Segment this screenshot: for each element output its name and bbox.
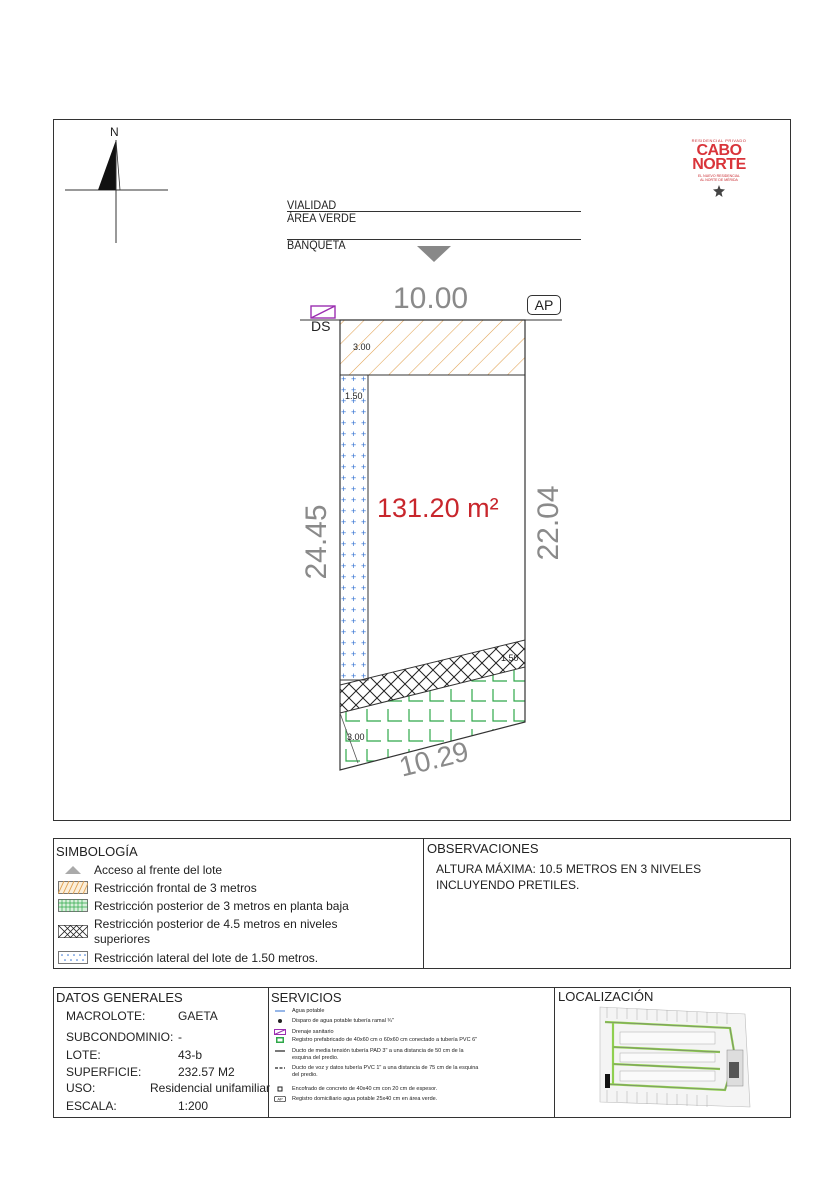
drainage-icon — [310, 305, 336, 319]
sym-row-side — [58, 951, 318, 968]
servicio-agua: Agua potable — [274, 1008, 324, 1015]
sym-label-front: Restricción frontal de 3 metros — [94, 881, 257, 895]
triangle-icon — [58, 863, 88, 876]
ds-label: DS — [311, 318, 331, 334]
register-icon — [274, 1037, 286, 1043]
observaciones-title: OBSERVACIONES — [427, 841, 539, 856]
logo-line2: NORTE — [692, 156, 746, 173]
ap-icon — [274, 1096, 286, 1102]
north-label: N — [110, 125, 119, 139]
location-map — [595, 1002, 755, 1114]
logo-star-icon — [713, 185, 725, 197]
observaciones-line2: INCLUYENDO PRETILES. — [436, 878, 580, 892]
right-depth-label: 22.04 — [532, 485, 565, 561]
sym-label-rear-upper-2: superiores — [94, 932, 151, 946]
sym-label-rear-ground: Restricción posterior de 3 metros en planta baja — [94, 899, 349, 913]
servicio-media-tension: Ducto de media tensión tubería PAD 3" a una distancia de 50 cm de la esquina del predio. — [274, 1048, 464, 1061]
localizacion-title: LOCALIZACIÓN — [558, 989, 654, 1004]
green-grid-icon — [58, 899, 88, 912]
rear-upper-setback-label: 1.50 — [501, 653, 519, 663]
servicios-title: SERVICIOS — [271, 990, 342, 1005]
svg-text:AP: AP — [277, 1096, 283, 1102]
water-line-icon — [274, 1008, 286, 1014]
cabo-norte-logo: RESIDENCIAL PRIVADO CABO NORTE EL NUEVO RESIDENCIAL AL NORTE DE MÉRIDA — [688, 138, 750, 204]
road-label-area-verde: ÁREA VERDE — [287, 211, 357, 225]
north-arrow-icon — [60, 128, 180, 248]
front-setback-label: 3.00 — [353, 342, 371, 352]
power-line-icon — [274, 1048, 286, 1054]
rear-ground-setback-label: 3.00 — [347, 732, 365, 742]
logo-line1: CABO — [696, 142, 742, 159]
sym-row-access — [58, 863, 222, 880]
highlighted-lot-marker — [605, 1074, 610, 1088]
blue-dots-icon — [58, 951, 88, 964]
orange-hatch-icon — [58, 881, 88, 894]
left-depth-label: 24.45 — [300, 504, 333, 580]
simbologia-panel — [53, 838, 424, 969]
front-width-label: 10.00 — [393, 282, 469, 315]
sym-label-side: Restricción lateral del lote de 1.50 metros. — [94, 951, 319, 965]
localizacion-panel — [554, 987, 791, 1118]
servicio-voz-datos: Ducto de voz y datos tubería PVC 1" a una distancia de 75 cm de la esquina del predio. — [274, 1065, 478, 1078]
sym-row-rear-ground — [58, 899, 349, 916]
dashed-line-icon — [274, 1065, 286, 1071]
observaciones-line1: ALTURA MÁXIMA: 10.5 METROS EN 3 NIVELES — [436, 862, 702, 876]
crosshatch-icon — [58, 925, 88, 938]
sym-row-front — [58, 881, 257, 898]
lot-drawing — [300, 285, 570, 805]
ap-marker — [527, 295, 561, 315]
side-setback-label: 1.50 — [345, 391, 363, 401]
dot-icon — [274, 1018, 286, 1024]
sym-label-access: Acceso al frente del lote — [94, 863, 223, 877]
datos-generales-title: DATOS GENERALES — [56, 990, 183, 1005]
sym-label-rear-upper: Restricción posterior de 4.5 metros en niveles — [94, 917, 338, 931]
drainage-small-icon — [274, 1029, 286, 1035]
simbologia-title: SIMBOLOGÍA — [56, 844, 138, 859]
road-label-vialidad: VIALIDAD — [287, 198, 337, 212]
access-triangle-icon — [417, 246, 451, 262]
datos-generales-panel: DATOS GENERALES MACROLOTE: GAETA SUBCONDOMINIO: - LOTE: 43-b SUPERFICIE: 232.57 M2 USO: Residencial unifamiliar ESCALA: 1:200 — [53, 987, 269, 1118]
square-icon — [274, 1086, 286, 1092]
ap-label: AP — [534, 297, 554, 313]
servicio-registro: Registro prefabricado de 40x60 cm o 60x60 cm conectado a tubería PVC 6" — [274, 1037, 477, 1044]
road-label-banqueta: BANQUETA — [287, 238, 346, 252]
sym-row-rear-upper — [58, 917, 337, 949]
side-setback-zone — [340, 375, 368, 680]
back-width-label: 10.29 — [396, 735, 472, 783]
servicio-encofrado: Encofrado de concreto de 40x40 cm con 20 cm de espesor. — [274, 1086, 437, 1093]
servicio-drenaje: Drenaje sanitario — [274, 1029, 334, 1036]
observaciones-panel — [423, 838, 791, 969]
servicio-disparo: Disparo de agua potable tubería ramal ¾" — [274, 1018, 394, 1025]
servicio-registro-domiciliario: AP Registro domiciliario agua potable 25x40 cm en área verde. — [274, 1096, 437, 1103]
servicios-panel — [268, 987, 555, 1118]
lot-area-label: 131.20 m² — [377, 493, 499, 523]
